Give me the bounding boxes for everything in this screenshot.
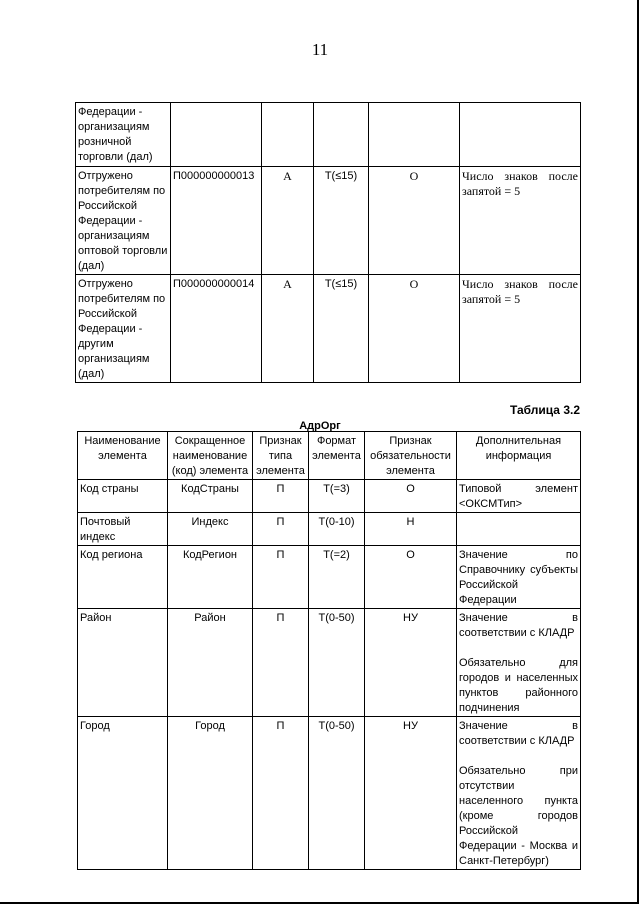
element-info-cell <box>457 513 581 546</box>
element-type-cell <box>262 103 314 167</box>
element-required-cell: НУ <box>365 609 457 717</box>
element-name-cell: Отгружено потребителям по Российской Федерации - организациям оптовой торговли (дал) <box>76 167 171 275</box>
element-info-cell <box>457 717 581 870</box>
element-name-cell: Отгружено потребителям по Российской Федерации - другим организациям (дал) <box>76 275 171 383</box>
element-code-cell: П000000000013 <box>171 167 262 275</box>
info-paragraph: Значение в соответствии с КЛАДР <box>459 612 578 639</box>
column-header: Признак обязательности элемента <box>365 432 457 480</box>
table-title: АдрОрг <box>299 420 341 432</box>
element-name-cell: Федерации - организациям розничной торговли (дал) <box>76 103 171 167</box>
element-required-cell: НУ <box>365 717 457 870</box>
column-header: Признак типа элемента <box>253 432 309 480</box>
table-row <box>78 717 581 870</box>
element-format-cell: Т(0-10) <box>309 513 365 546</box>
page-number: 11 <box>311 40 329 59</box>
element-info-cell <box>457 546 581 609</box>
element-format-cell <box>314 103 369 167</box>
column-header: Сокращенное наименование (код) элемента <box>168 432 253 480</box>
element-required-cell: О <box>365 546 457 609</box>
element-format-cell: Т(≤15) <box>314 167 369 275</box>
element-format-cell: Т(0-50) <box>309 717 365 870</box>
table-caption: Таблица 3.2 <box>509 403 580 417</box>
element-name-cell: Почтовый индекс <box>78 513 168 546</box>
table-row <box>78 609 581 717</box>
column-header: Наименование элемента <box>78 432 168 480</box>
element-required-cell: О <box>369 167 460 275</box>
element-info-cell <box>460 103 581 167</box>
table-row <box>76 275 581 383</box>
element-required-cell: О <box>365 480 457 513</box>
element-format-cell: Т(0-50) <box>309 609 365 717</box>
element-name-cell: Код региона <box>78 546 168 609</box>
info-paragraph: Значение по Справочнику субъекты Российской Федерации <box>459 549 578 606</box>
table-row <box>76 167 581 275</box>
column-header: Дополнительная информация <box>457 432 581 480</box>
element-code-cell: Индекс <box>168 513 253 546</box>
info-paragraph: Обязательно для городов и населенных пунктов районного подчинения <box>459 657 578 714</box>
address-table <box>77 431 581 870</box>
element-code-cell: КодРегион <box>168 546 253 609</box>
table-row <box>76 103 581 167</box>
element-code-cell: Город <box>168 717 253 870</box>
element-code-cell: КодСтраны <box>168 480 253 513</box>
element-required-cell: О <box>369 275 460 383</box>
column-header: Формат элемента <box>309 432 365 480</box>
table-row <box>78 480 581 513</box>
element-type-cell: П <box>253 717 309 870</box>
table-row <box>78 513 581 546</box>
info-paragraph: Обязательно при отсутствии населенного пункта (кроме городов Российской Федерации - Москва и Санкт-Петербург) <box>459 765 578 867</box>
element-type-cell: А <box>262 167 314 275</box>
info-paragraph: Значение в соответствии с КЛАДР <box>459 720 578 747</box>
element-format-cell: Т(=2) <box>309 546 365 609</box>
paragraph-gap <box>459 641 578 656</box>
element-code-cell <box>171 103 262 167</box>
table-row <box>78 546 581 609</box>
element-name-cell: Район <box>78 609 168 717</box>
element-type-cell: П <box>253 609 309 717</box>
element-format-cell: Т(=3) <box>309 480 365 513</box>
element-code-cell: П000000000014 <box>171 275 262 383</box>
element-code-cell: Район <box>168 609 253 717</box>
table-header-row <box>78 432 581 480</box>
element-type-cell: П <box>253 480 309 513</box>
element-type-cell: А <box>262 275 314 383</box>
element-type-cell: П <box>253 513 309 546</box>
element-format-cell: Т(≤15) <box>314 275 369 383</box>
element-info-cell: Число знаков после запятой = 5 <box>460 167 581 275</box>
element-info-cell: Число знаков после запятой = 5 <box>460 275 581 383</box>
element-name-cell: Код страны <box>78 480 168 513</box>
paragraph-gap <box>459 749 578 764</box>
info-paragraph: Типовой элемент <ОКСМТип> <box>459 483 578 510</box>
continued-table <box>75 102 581 383</box>
element-required-cell <box>369 103 460 167</box>
element-info-cell <box>457 480 581 513</box>
element-required-cell: Н <box>365 513 457 546</box>
element-name-cell: Город <box>78 717 168 870</box>
element-info-cell <box>457 609 581 717</box>
element-type-cell: П <box>253 546 309 609</box>
